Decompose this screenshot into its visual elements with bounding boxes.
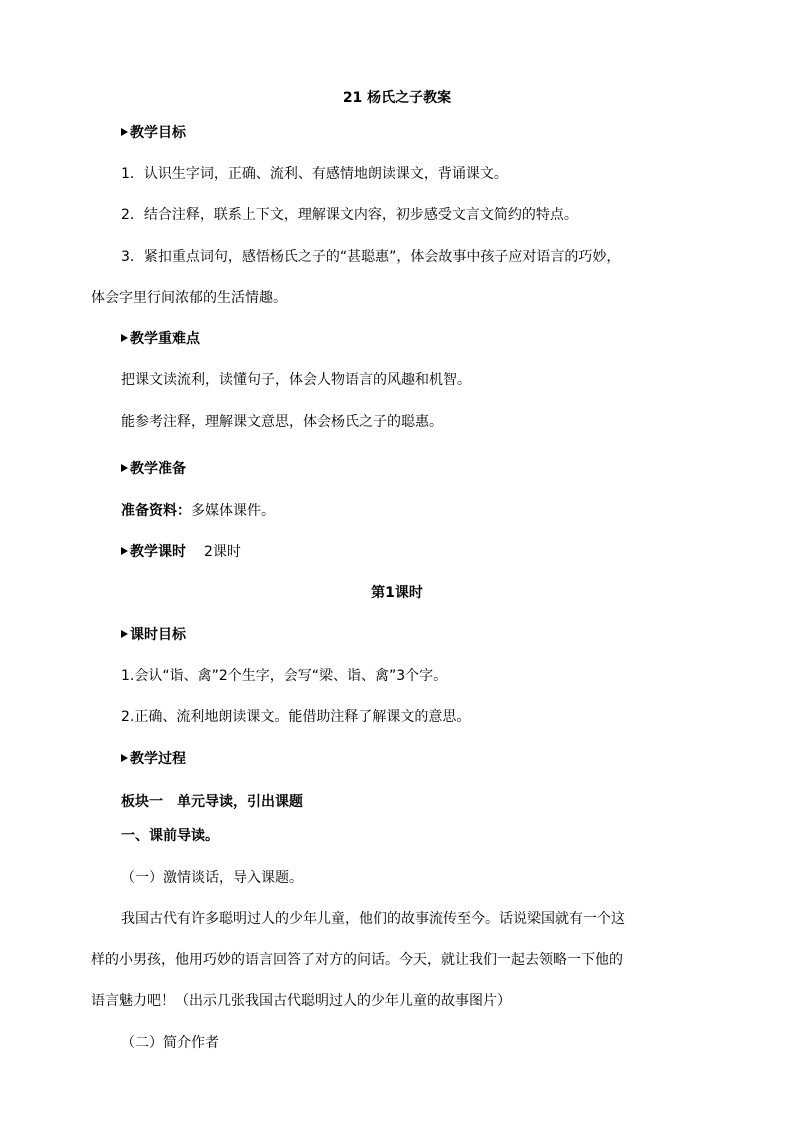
key-point-1: 把课文读流利，读懂句子，体会人物语言的风趣和机智。 xyxy=(121,372,471,388)
preparation-label: 准备资料： xyxy=(121,503,191,519)
goal-item-3-continued: 体会字里行间浓郁的生活情趣。 xyxy=(91,290,287,306)
goal-item-3: 3．紧扣重点词句，感悟杨氏之子的“甚聪惠”，体会故事中孩子应对语言的巧妙， xyxy=(121,249,621,265)
block-heading-1: 板块一 单元导读，引出课题 xyxy=(121,794,303,810)
sub-step-2: （二）简介作者 xyxy=(121,1035,219,1051)
hours-value: 2课时 xyxy=(204,544,241,560)
triangle-bullet-icon xyxy=(121,464,128,472)
key-point-2: 能参考注释，理解课文意思，体会杨氏之子的聪惠。 xyxy=(121,414,443,430)
lesson-title: 第1课时 xyxy=(371,585,423,601)
goal-item-1: 1．认识生字词，正确、流利、有感情地朗读课文，背诵课文。 xyxy=(121,166,508,182)
paragraph-line-1: 我国古代有许多聪明过人的少年儿童，他们的故事流传至今。话说梁国就有一个这 xyxy=(121,911,625,927)
triangle-bullet-icon xyxy=(121,128,128,136)
lesson-goal-2: 2.正确、流利地朗读课文。能借助注释了解课文的意思。 xyxy=(121,709,471,725)
preparation-value: 多媒体课件。 xyxy=(191,503,275,519)
goal-item-2: 2．结合注释，联系上下文，理解课文内容，初步感受文言文简约的特点。 xyxy=(121,207,578,223)
section-heading-lesson-goals: 课时目标 xyxy=(0,625,794,645)
section-heading-key-points: 教学重难点 xyxy=(0,329,794,349)
paragraph-line-3: 语言魅力吧！（出示几张我国古代聪明过人的少年儿童的故事图片） xyxy=(91,993,511,1009)
preparation-materials xyxy=(0,501,794,521)
triangle-bullet-icon xyxy=(121,630,128,638)
document-title: 21 杨氏之子教案 xyxy=(342,90,452,106)
triangle-bullet-icon xyxy=(121,754,128,762)
section-heading-process: 教学过程 xyxy=(0,749,794,769)
section-heading-preparation: 教学准备 xyxy=(0,459,794,479)
sub-step-1: （一）激情谈话，导入课题。 xyxy=(121,870,303,886)
triangle-bullet-icon xyxy=(121,547,128,555)
triangle-bullet-icon xyxy=(121,334,128,342)
section-heading-goals: 教学目标 xyxy=(0,123,794,143)
step-heading-1: 一、课前导读。 xyxy=(121,828,219,844)
paragraph-line-2: 样的小男孩，他用巧妙的语言回答了对方的问话。今天，就让我们一起去领略一下他的 xyxy=(91,952,623,968)
section-heading-hours: 教学课时 2课时 xyxy=(0,542,794,562)
lesson-goal-1: 1.会认“诣、禽”2个生字，会写“梁、诣、禽”3个字。 xyxy=(121,668,448,684)
